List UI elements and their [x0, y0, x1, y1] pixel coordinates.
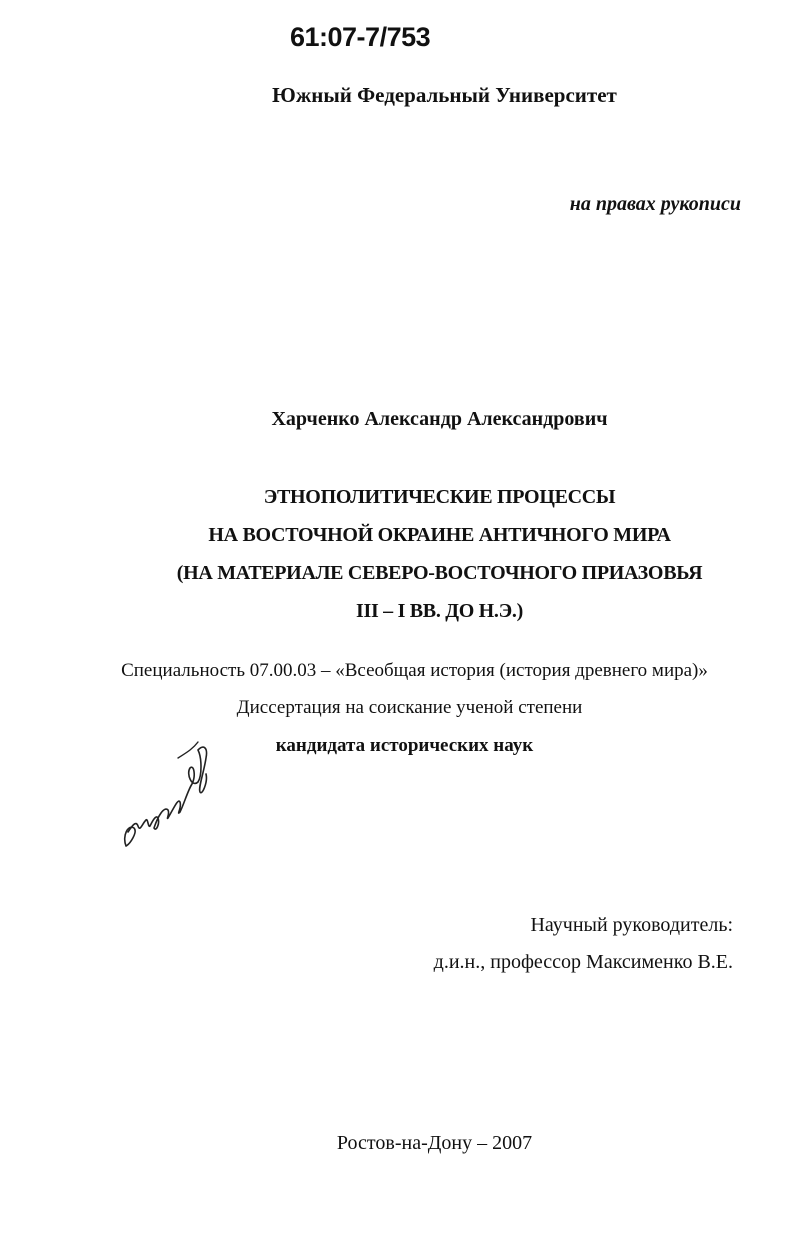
supervisor-label: Научный руководитель:: [530, 914, 733, 936]
city-year: Ростов-на-Дону – 2007: [336, 1132, 533, 1154]
university-name: Южный Федеральный Университет: [272, 83, 617, 107]
supervisor-name: д.и.н., профессор Максименко В.Е.: [433, 951, 733, 973]
catalog-number: 61:07-7/753: [290, 22, 431, 52]
manuscript-note: на правах рукописи: [569, 193, 741, 215]
title-line: НА ВОСТОЧНОЙ ОКРАИНЕ АНТИЧНОГО МИРА: [208, 524, 671, 546]
title-line: ЭТНОПОЛИТИЧЕСКИЕ ПРОЦЕССЫ: [263, 486, 616, 508]
dissertation-line: Диссертация на соискание ученой степени: [236, 697, 583, 718]
author-name: Харченко Александр Александрович: [271, 408, 608, 430]
dissertation-title: [0, 478, 799, 630]
specialty-line: Специальность 07.00.03 – «Всеобщая история (история древнего мира)»: [121, 660, 708, 681]
title-line: (НА МАТЕРИАЛЕ СЕВЕРО-ВОСТОЧНОГО ПРИАЗОВЬЯ: [176, 562, 703, 584]
handwritten-signature: [118, 728, 228, 858]
degree-line: кандидата исторических наук: [275, 735, 534, 756]
title-line: III – I ВВ. ДО Н.Э.): [356, 600, 523, 622]
